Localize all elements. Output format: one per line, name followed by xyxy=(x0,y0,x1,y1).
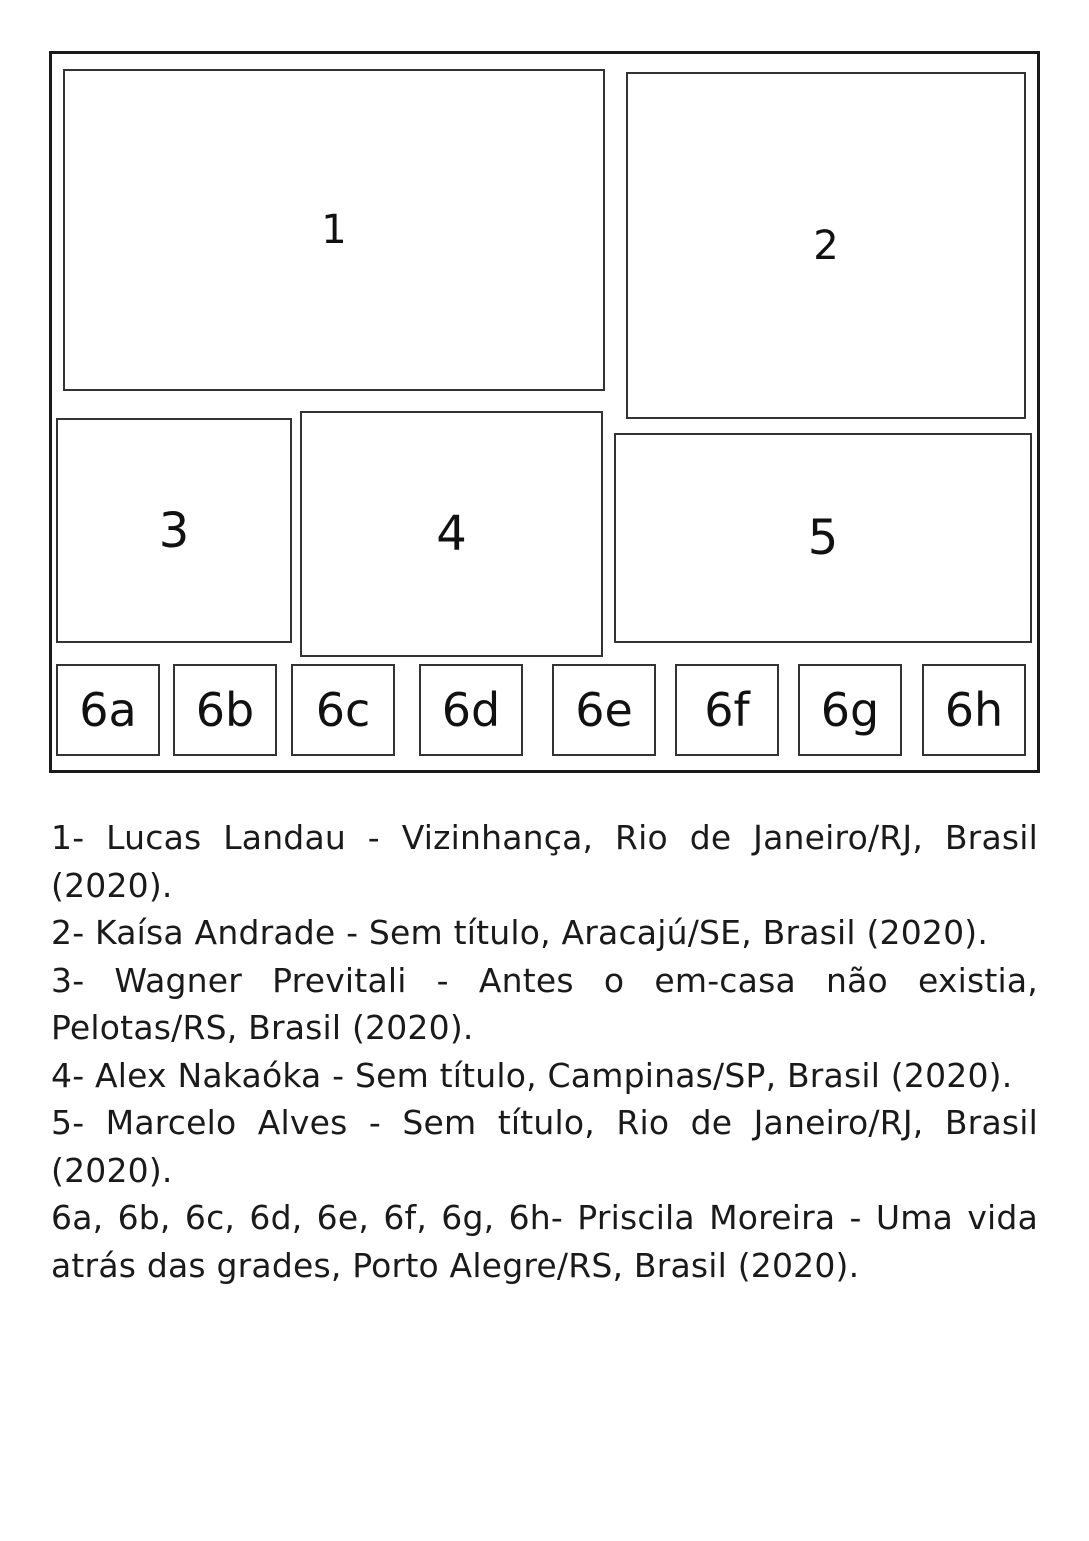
caption-4: 4- Alex Nakaóka - Sem título, Campinas/SP, Brasil (2020). xyxy=(51,1055,1013,1095)
panel-2-label: 2 xyxy=(813,222,839,269)
caption-list xyxy=(51,814,1038,1289)
panel-6b xyxy=(173,664,277,756)
caption-2: 2- Kaísa Andrade - Sem título, Aracajú/SE, Brasil (2020). xyxy=(51,913,989,952)
panel-6h-label: 6h xyxy=(944,683,1004,737)
panel-6d xyxy=(419,664,523,756)
panel-6a xyxy=(56,664,160,756)
panel-1-label: 1 xyxy=(321,207,347,253)
panel-6a-label: 6a xyxy=(79,683,137,737)
panel-6e xyxy=(552,664,656,756)
panel-6b-label: 6b xyxy=(195,683,255,737)
panel-3 xyxy=(56,418,292,643)
caption-6: 6a, 6b, 6c, 6d, 6e, 6f, 6g, 6h- Priscila Moreira - Uma vida atrás das grades, Porto Alegre/RS, Brasil (2020). xyxy=(51,1198,1038,1285)
panel-6d-label: 6d xyxy=(441,683,501,737)
panel-6e-label: 6e xyxy=(575,683,633,737)
panel-1 xyxy=(63,69,605,391)
caption-1: 1- Lucas Landau - Vizinhança, Rio de Janeiro/RJ, Brasil (2020). xyxy=(51,818,1038,905)
panel-5-label: 5 xyxy=(807,510,839,566)
panel-6c-label: 6c xyxy=(315,683,371,737)
panel-5 xyxy=(614,433,1032,643)
panel-4 xyxy=(300,411,603,657)
panel-3-label: 3 xyxy=(158,502,190,559)
panel-6h xyxy=(922,664,1026,756)
panel-6f-label: 6f xyxy=(704,683,750,737)
caption-3: 3- Wagner Previtali - Antes o em-casa não existia, Pelotas/RS, Brasil (2020). xyxy=(51,960,1038,1047)
panel-6g xyxy=(798,664,902,756)
panel-6c xyxy=(291,664,395,756)
caption-5: 5- Marcelo Alves - Sem título, Rio de Janeiro/RJ, Brasil (2020). xyxy=(51,1103,1038,1190)
panel-6g-label: 6g xyxy=(820,683,880,737)
panel-6f xyxy=(675,664,779,756)
panel-4-label: 4 xyxy=(436,506,467,562)
panel-2 xyxy=(626,72,1026,419)
layout-frame xyxy=(49,51,1040,773)
